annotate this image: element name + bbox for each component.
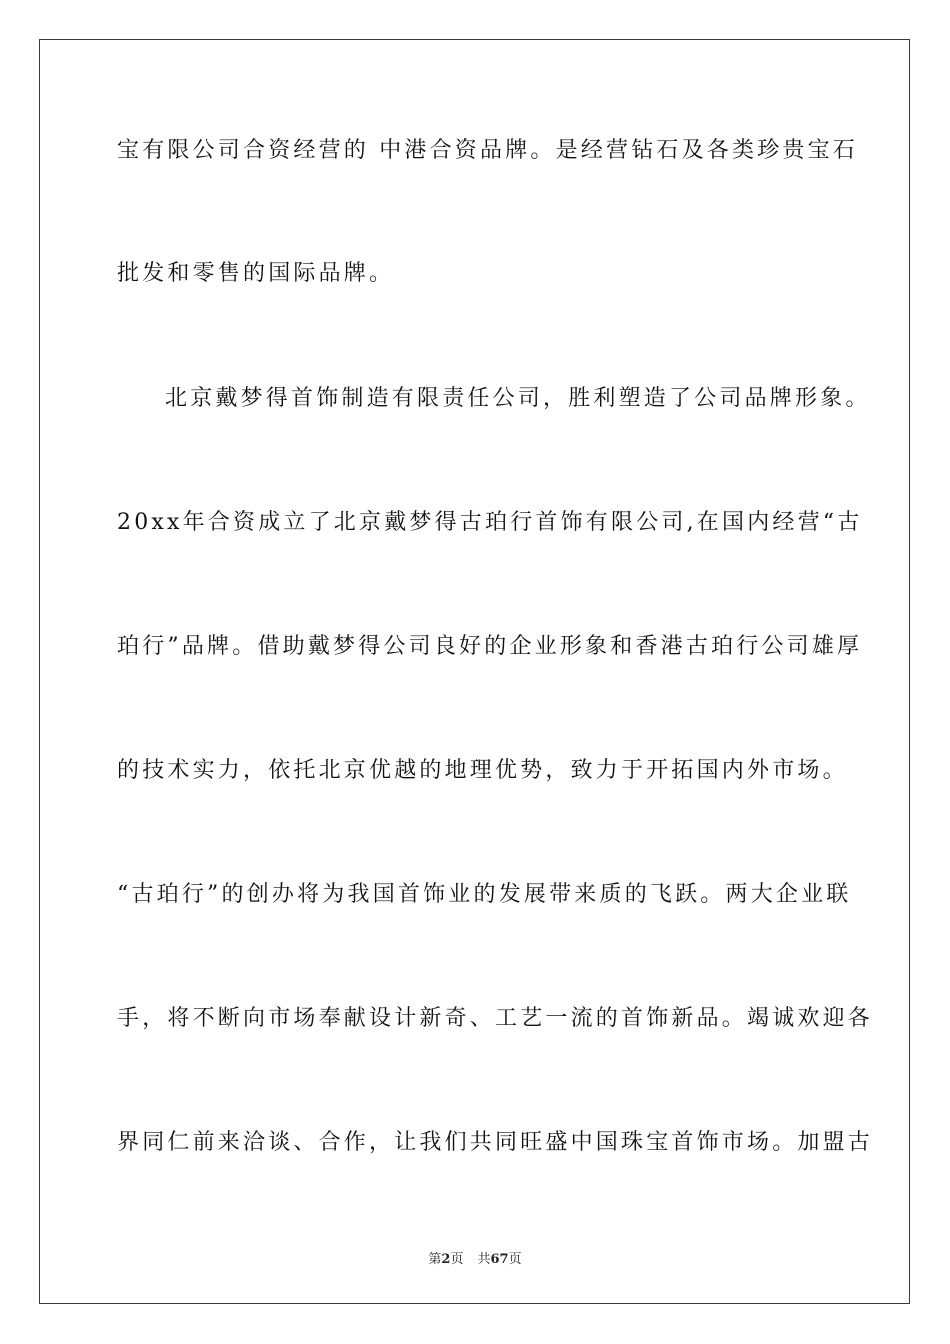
text-line-7: “古珀行”的创办将为我国首饰业的发展带来质的飞跃。两大企业联: [117, 882, 852, 907]
text-line-9: 界同仁前来洽谈、合作，让我们共同旺盛中国珠宝首饰市场。加盟古: [117, 1130, 874, 1155]
text-line-3: 北京戴梦得首饰制造有限责任公司，胜利塑造了公司品牌形象。: [165, 386, 871, 411]
text-line-6: 的技术实力，依托北京优越的地理优势，致力于开拓国内外市场。: [117, 758, 848, 783]
total-prefix: 共: [477, 1252, 491, 1267]
page-number: 2: [441, 1252, 451, 1267]
page-border: [39, 39, 910, 1304]
text-line-1: 宝有限公司合资经营的 中港合资品牌。是经营钻石及各类珍贵宝石: [117, 138, 858, 163]
page-prefix: 第: [428, 1252, 442, 1267]
page-footer: [0, 1248, 950, 1267]
text-line-8: 手，将不断向市场奉献设计新奇、工艺一流的首饰新品。竭诚欢迎各: [117, 1006, 874, 1031]
text-line-5: 珀行”品牌。借助戴梦得公司良好的企业形象和香港古珀行公司雄厚: [117, 634, 863, 659]
total-suffix: 页: [508, 1252, 522, 1267]
total-pages: 67: [490, 1252, 509, 1267]
page-suffix: 页: [450, 1252, 464, 1267]
text-line-2: 批发和零售的国际品牌。: [117, 261, 395, 286]
text-line-4: 20xx年合资成立了北京戴梦得古珀行首饰有限公司,在国内经营“古: [117, 510, 863, 535]
